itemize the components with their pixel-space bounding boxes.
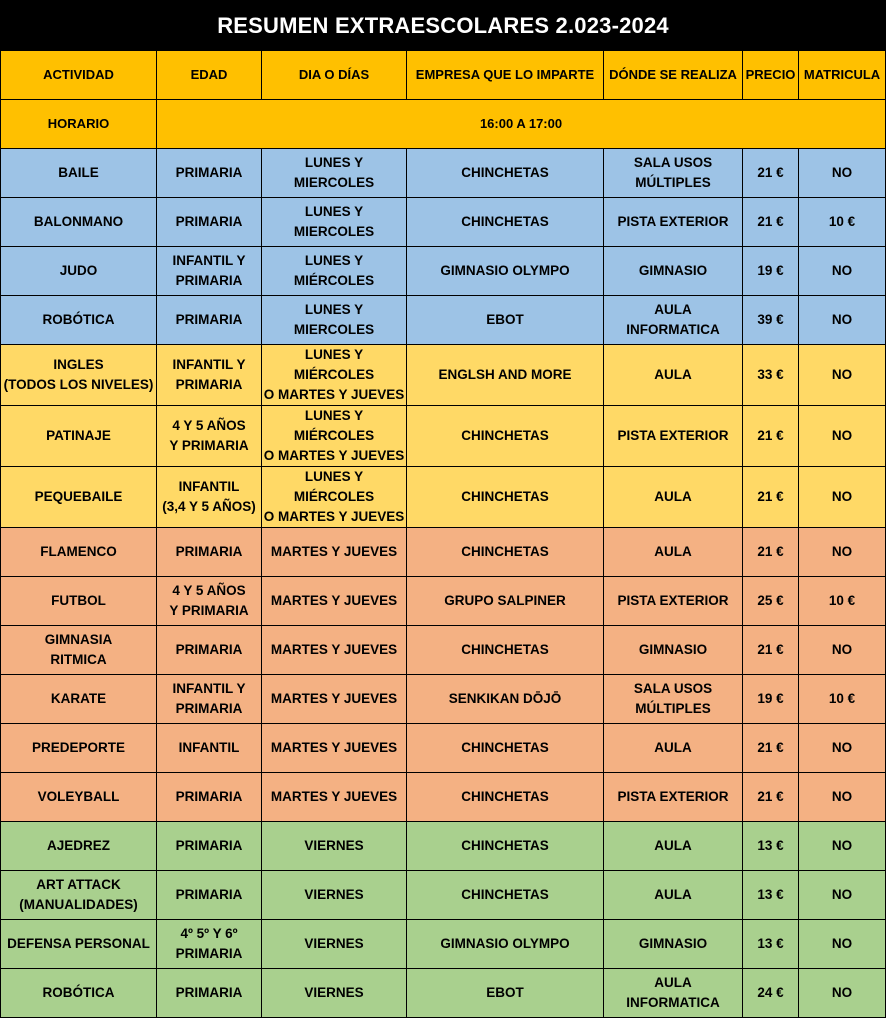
- price-cell: 21 €: [743, 773, 799, 822]
- activity-cell: ART ATTACK (MANUALIDADES): [1, 871, 157, 920]
- location-cell: PISTA EXTERIOR: [604, 198, 743, 247]
- price-cell: 19 €: [743, 247, 799, 296]
- price-cell: 21 €: [743, 198, 799, 247]
- table-row: [1, 675, 886, 724]
- company-cell: CHINCHETAS: [407, 198, 604, 247]
- activity-cell: ROBÓTICA: [1, 969, 157, 1018]
- age-cell: PRIMARIA: [157, 773, 262, 822]
- days-cell: MARTES Y JUEVES: [262, 675, 407, 724]
- days-cell: LUNES Y MIÉRCOLES: [262, 247, 407, 296]
- enrollment-cell: 10 €: [799, 675, 886, 724]
- enrollment-cell: NO: [799, 724, 886, 773]
- days-cell: LUNES Y MIERCOLES: [262, 296, 407, 345]
- enrollment-cell: NO: [799, 345, 886, 406]
- price-cell: 21 €: [743, 406, 799, 467]
- age-cell: PRIMARIA: [157, 626, 262, 675]
- activity-cell: FUTBOL: [1, 577, 157, 626]
- location-cell: GIMNASIO: [604, 247, 743, 296]
- schedule-label: HORARIO: [1, 100, 157, 149]
- location-cell: SALA USOS MÚLTIPLES: [604, 675, 743, 724]
- company-cell: ENGLSH AND MORE: [407, 345, 604, 406]
- location-cell: AULA INFORMATICA: [604, 296, 743, 345]
- company-cell: SENKIKAN DŌJŌ: [407, 675, 604, 724]
- location-cell: AULA: [604, 724, 743, 773]
- location-cell: AULA: [604, 528, 743, 577]
- company-cell: CHINCHETAS: [407, 871, 604, 920]
- table-row: [1, 969, 886, 1018]
- location-cell: AULA: [604, 822, 743, 871]
- company-cell: CHINCHETAS: [407, 724, 604, 773]
- activity-cell: ROBÓTICA: [1, 296, 157, 345]
- enrollment-cell: NO: [799, 920, 886, 969]
- location-cell: AULA: [604, 467, 743, 528]
- price-cell: 21 €: [743, 724, 799, 773]
- activity-cell: DEFENSA PERSONAL: [1, 920, 157, 969]
- table-row: [1, 577, 886, 626]
- location-cell: GIMNASIO: [604, 626, 743, 675]
- age-cell: PRIMARIA: [157, 528, 262, 577]
- company-cell: CHINCHETAS: [407, 149, 604, 198]
- enrollment-cell: NO: [799, 528, 886, 577]
- price-cell: 39 €: [743, 296, 799, 345]
- column-header-lugar: DÓNDE SE REALIZA: [604, 51, 743, 100]
- company-cell: CHINCHETAS: [407, 626, 604, 675]
- days-cell: VIERNES: [262, 969, 407, 1018]
- table-row: [1, 296, 886, 345]
- price-cell: 33 €: [743, 345, 799, 406]
- price-cell: 13 €: [743, 920, 799, 969]
- age-cell: PRIMARIA: [157, 969, 262, 1018]
- days-cell: VIERNES: [262, 871, 407, 920]
- location-cell: AULA INFORMATICA: [604, 969, 743, 1018]
- price-cell: 13 €: [743, 822, 799, 871]
- table-row: [1, 626, 886, 675]
- activity-cell: AJEDREZ: [1, 822, 157, 871]
- table-row: [1, 724, 886, 773]
- table-row: [1, 822, 886, 871]
- activity-cell: INGLES (TODOS LOS NIVELES): [1, 345, 157, 406]
- table-row: [1, 149, 886, 198]
- price-cell: 19 €: [743, 675, 799, 724]
- company-cell: CHINCHETAS: [407, 406, 604, 467]
- enrollment-cell: NO: [799, 822, 886, 871]
- activity-cell: FLAMENCO: [1, 528, 157, 577]
- age-cell: INFANTIL: [157, 724, 262, 773]
- table-row: [1, 345, 886, 406]
- company-cell: EBOT: [407, 969, 604, 1018]
- company-cell: CHINCHETAS: [407, 822, 604, 871]
- table-row: [1, 773, 886, 822]
- activity-cell: GIMNASIA RITMICA: [1, 626, 157, 675]
- activity-cell: VOLEYBALL: [1, 773, 157, 822]
- price-cell: 25 €: [743, 577, 799, 626]
- company-cell: EBOT: [407, 296, 604, 345]
- enrollment-cell: NO: [799, 296, 886, 345]
- table-row: [1, 247, 886, 296]
- company-cell: CHINCHETAS: [407, 528, 604, 577]
- enrollment-cell: NO: [799, 626, 886, 675]
- days-cell: MARTES Y JUEVES: [262, 577, 407, 626]
- age-cell: INFANTIL Y PRIMARIA: [157, 345, 262, 406]
- schedule-row: [1, 100, 886, 149]
- price-cell: 21 €: [743, 467, 799, 528]
- page-title: RESUMEN EXTRAESCOLARES 2.023-2024: [1, 1, 886, 51]
- activity-cell: PREDEPORTE: [1, 724, 157, 773]
- enrollment-cell: NO: [799, 773, 886, 822]
- age-cell: PRIMARIA: [157, 871, 262, 920]
- days-cell: LUNES Y MIÉRCOLES O MARTES Y JUEVES: [262, 467, 407, 528]
- price-cell: 21 €: [743, 149, 799, 198]
- activity-cell: BALONMANO: [1, 198, 157, 247]
- days-cell: VIERNES: [262, 822, 407, 871]
- location-cell: PISTA EXTERIOR: [604, 577, 743, 626]
- table-row: [1, 871, 886, 920]
- column-header-matricula: MATRICULA: [799, 51, 886, 100]
- price-cell: 13 €: [743, 871, 799, 920]
- location-cell: AULA: [604, 871, 743, 920]
- age-cell: 4 Y 5 AÑOS Y PRIMARIA: [157, 577, 262, 626]
- price-cell: 21 €: [743, 528, 799, 577]
- days-cell: MARTES Y JUEVES: [262, 626, 407, 675]
- age-cell: PRIMARIA: [157, 149, 262, 198]
- days-cell: LUNES Y MIERCOLES: [262, 198, 407, 247]
- table-row: [1, 528, 886, 577]
- company-cell: CHINCHETAS: [407, 467, 604, 528]
- title-row: [1, 1, 886, 51]
- activity-cell: KARATE: [1, 675, 157, 724]
- age-cell: INFANTIL (3,4 Y 5 AÑOS): [157, 467, 262, 528]
- company-cell: CHINCHETAS: [407, 773, 604, 822]
- enrollment-cell: NO: [799, 467, 886, 528]
- column-header-edad: EDAD: [157, 51, 262, 100]
- days-cell: MARTES Y JUEVES: [262, 773, 407, 822]
- activity-cell: JUDO: [1, 247, 157, 296]
- enrollment-cell: NO: [799, 969, 886, 1018]
- company-cell: GIMNASIO OLYMPO: [407, 920, 604, 969]
- column-header-precio: PRECIO: [743, 51, 799, 100]
- days-cell: MARTES Y JUEVES: [262, 528, 407, 577]
- location-cell: SALA USOS MÚLTIPLES: [604, 149, 743, 198]
- activity-cell: PATINAJE: [1, 406, 157, 467]
- location-cell: PISTA EXTERIOR: [604, 773, 743, 822]
- location-cell: GIMNASIO: [604, 920, 743, 969]
- activity-cell: PEQUEBAILE: [1, 467, 157, 528]
- column-header-dias: DIA O DÍAS: [262, 51, 407, 100]
- column-header-empresa: EMPRESA QUE LO IMPARTE: [407, 51, 604, 100]
- company-cell: GIMNASIO OLYMPO: [407, 247, 604, 296]
- age-cell: INFANTIL Y PRIMARIA: [157, 675, 262, 724]
- price-cell: 24 €: [743, 969, 799, 1018]
- age-cell: PRIMARIA: [157, 296, 262, 345]
- age-cell: 4º 5º Y 6º PRIMARIA: [157, 920, 262, 969]
- days-cell: LUNES Y MIERCOLES: [262, 149, 407, 198]
- header-row: [1, 51, 886, 100]
- schedule-value: 16:00 A 17:00: [157, 100, 886, 149]
- days-cell: VIERNES: [262, 920, 407, 969]
- enrollment-cell: 10 €: [799, 577, 886, 626]
- table-row: [1, 920, 886, 969]
- enrollment-cell: NO: [799, 406, 886, 467]
- location-cell: AULA: [604, 345, 743, 406]
- activity-cell: BAILE: [1, 149, 157, 198]
- age-cell: PRIMARIA: [157, 198, 262, 247]
- days-cell: MARTES Y JUEVES: [262, 724, 407, 773]
- column-header-actividad: ACTIVIDAD: [1, 51, 157, 100]
- table-row: [1, 467, 886, 528]
- table-row: [1, 198, 886, 247]
- age-cell: PRIMARIA: [157, 822, 262, 871]
- days-cell: LUNES Y MIÉRCOLES O MARTES Y JUEVES: [262, 406, 407, 467]
- enrollment-cell: NO: [799, 247, 886, 296]
- enrollment-cell: 10 €: [799, 198, 886, 247]
- age-cell: 4 Y 5 AÑOS Y PRIMARIA: [157, 406, 262, 467]
- company-cell: GRUPO SALPINER: [407, 577, 604, 626]
- enrollment-cell: NO: [799, 149, 886, 198]
- days-cell: LUNES Y MIÉRCOLES O MARTES Y JUEVES: [262, 345, 407, 406]
- age-cell: INFANTIL Y PRIMARIA: [157, 247, 262, 296]
- price-cell: 21 €: [743, 626, 799, 675]
- location-cell: PISTA EXTERIOR: [604, 406, 743, 467]
- table-row: [1, 406, 886, 467]
- enrollment-cell: NO: [799, 871, 886, 920]
